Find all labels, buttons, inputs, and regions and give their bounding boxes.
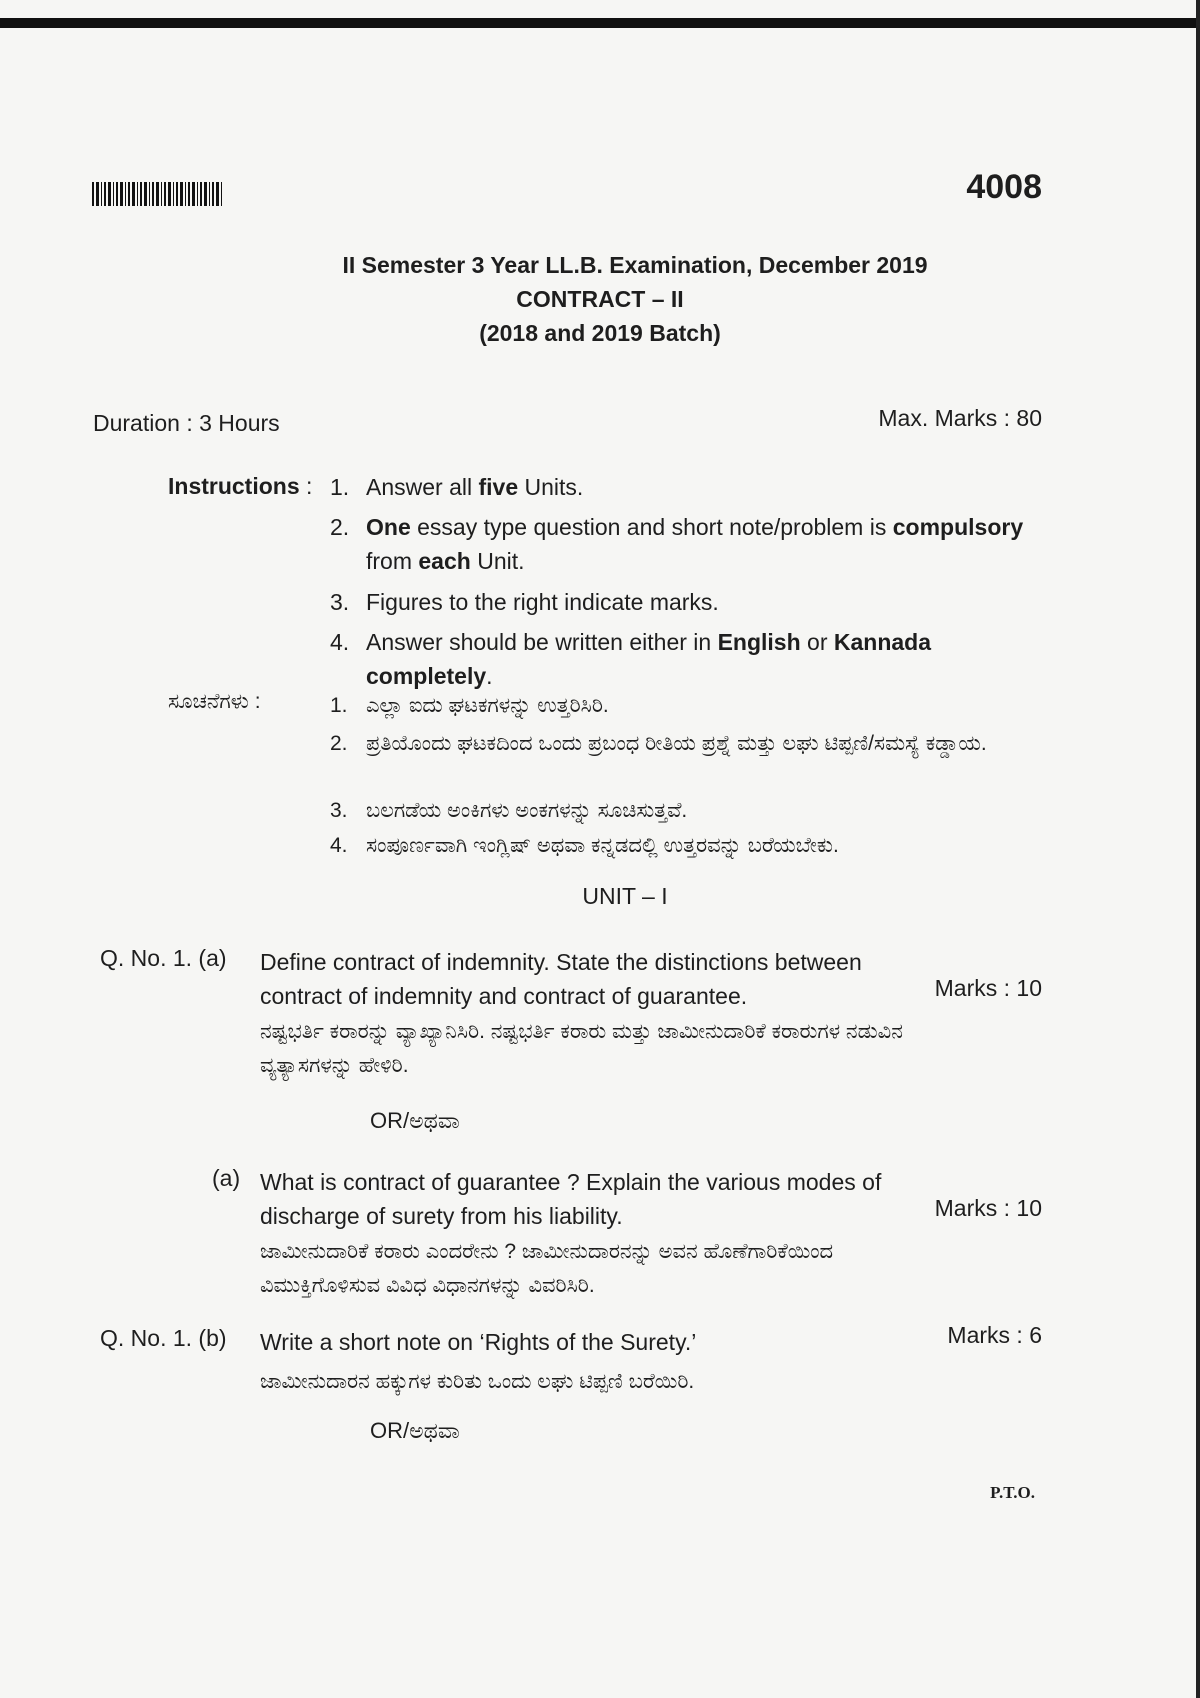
question-text: What is contract of guarantee ? Explain the various modes of discharge of surety from his liability.	[260, 1169, 882, 1229]
paper-code: 4008	[966, 168, 1042, 206]
or-separator: OR/ಅಥವಾ	[370, 1108, 460, 1133]
question-number: Q. No. 1. (a)	[100, 945, 227, 971]
kannada-instructions-label: ಸೂಚನೆಗಳು :	[168, 690, 261, 713]
question-text-kannada: ಜಾಮೀನುದಾರಿಕೆ ಕರಾರು ಎಂದರೇನು ? ಜಾಮೀನುದಾರನನ್ನು ಅವನ ಹೊಣೆಗಾರಿಕೆಯಿಂದ ವಿಮುಕ್ತಿಗೊಳಿಸುವ ವಿವಿಧ ವಿಧಾನಗಳನ್ನು ವಿವರಿಸಿರಿ.	[260, 1240, 834, 1297]
or-separator: OR/ಅಥವಾ	[370, 1418, 460, 1443]
question-marks: Marks : 6	[947, 1322, 1042, 1348]
question-number: Q. No. 1. (b)	[100, 1325, 227, 1351]
kannada-instruction-item: 2. ಪ್ರತಿಯೊಂದು ಘಟಕದಿಂದ ಒಂದು ಪ್ರಬಂಧ ರೀತಿಯ ಪ್ರಶ್ನೆ ಮತ್ತು ಲಘು ಟಿಪ್ಪಣಿ/ಸಮಸ್ಯೆ ಕಡ್ಡಾಯ.	[330, 732, 987, 755]
instructions-label: Instructions :	[168, 473, 313, 499]
kannada-instruction-item: 4. ಸಂಪೂರ್ಣವಾಗಿ ಇಂಗ್ಲಿಷ್ ಅಥವಾ ಕನ್ನಡದಲ್ಲಿ ಉತ್ತರವನ್ನು ಬರೆಯಬೇಕು.	[330, 834, 839, 857]
duration: Duration : 3 Hours	[93, 410, 280, 436]
kannada-instruction-item: 3. ಬಲಗಡೆಯ ಅಂಕಿಗಳು ಅಂಕಗಳನ್ನು ಸೂಚಿಸುತ್ತವೆ.	[330, 799, 688, 822]
unit-heading: UNIT – I	[582, 883, 668, 909]
instruction-item: 2. One essay type question and short note/problem is compulsory from each Unit.	[330, 514, 1024, 574]
question-number: (a)	[212, 1165, 241, 1191]
question-text: Define contract of indemnity. State the distinctions between contract of indemnity and contract of guarantee.	[260, 949, 862, 1009]
question-marks: Marks : 10	[934, 1195, 1042, 1221]
question-text-kannada: ನಷ್ಟಭರ್ತಿ ಕರಾರನ್ನು ವ್ಯಾಖ್ಯಾನಿಸಿರಿ. ನಷ್ಟಭರ್ತಿ ಕರಾರು ಮತ್ತು ಜಾಮೀನುದಾರಿಕೆ ಕರಾರುಗಳ ನಡುವಿನ ವ್ಯತ್ಯಾಸಗಳನ್ನು ಹೇಳಿರಿ.	[260, 1020, 903, 1077]
kannada-instruction-item: 1. ಎಲ್ಲಾ ಐದು ಘಟಕಗಳನ್ನು ಉತ್ತರಿಸಿರಿ.	[330, 694, 609, 717]
instruction-item: 1. Answer all five Units.	[330, 474, 584, 500]
instruction-item: 3. Figures to the right indicate marks.	[330, 589, 719, 615]
scan-edge	[0, 18, 1200, 28]
max-marks: Max. Marks : 80	[878, 405, 1042, 431]
question-marks: Marks : 10	[934, 975, 1042, 1001]
question-text-kannada: ಜಾಮೀನುದಾರನ ಹಕ್ಕುಗಳ ಕುರಿತು ಒಂದು ಲಘು ಟಿಪ್ಪಣಿ ಬರೆಯಿರಿ.	[260, 1370, 695, 1393]
pto-mark: P.T.O.	[990, 1483, 1035, 1502]
question-text: Write a short note on ‘Rights of the Surety.’	[260, 1329, 697, 1355]
batch-title: (2018 and 2019 Batch)	[479, 320, 721, 346]
instruction-item: 4. Answer should be written either in English or Kannada completely.	[330, 629, 932, 689]
subject-title: CONTRACT – II	[516, 286, 684, 312]
exam-header	[0, 248, 1200, 350]
exam-title: II Semester 3 Year LL.B. Examination, December 2019	[342, 252, 928, 278]
barcode-image	[92, 182, 224, 206]
